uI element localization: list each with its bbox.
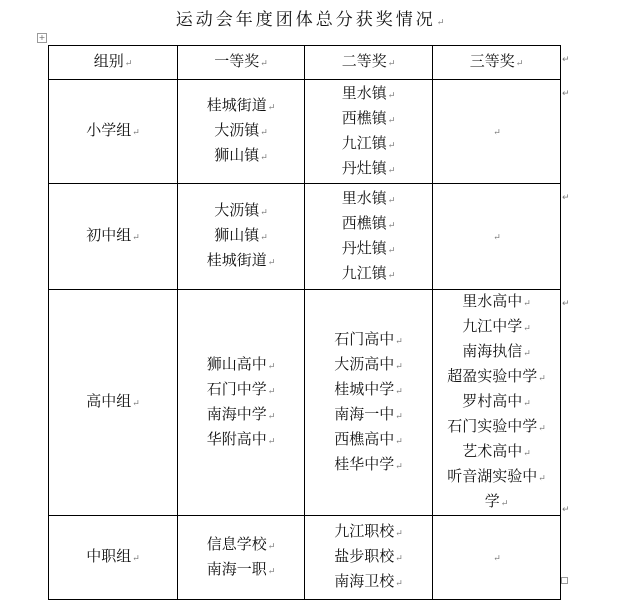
winner-name: 大沥高中↵ — [334, 354, 403, 373]
paragraph-mark: ↵ — [267, 258, 276, 268]
column-header: 一等奖↵ — [214, 52, 268, 70]
paragraph-mark: ↵ — [395, 579, 403, 589]
paragraph-mark: ↵ — [395, 411, 403, 422]
paragraph-mark: ↵ — [387, 165, 396, 176]
award-table — [48, 45, 561, 600]
group-cell[interactable] — [49, 80, 178, 184]
winner-name: 信息学校↵ — [206, 534, 276, 553]
winner-name: 南海一职↵ — [206, 559, 276, 578]
paragraph-mark: ↵ — [395, 436, 403, 447]
paragraph-mark: ↵ — [523, 299, 531, 309]
winner-name: 西樵镇↵ — [341, 213, 396, 232]
paragraph-mark: ↵ — [493, 554, 501, 564]
winner-name: 里水镇↵ — [341, 83, 396, 102]
header-row — [49, 46, 561, 80]
paragraph-mark: ↵ — [132, 399, 140, 409]
empty-cell-mark — [433, 545, 560, 570]
paragraph-mark: ↵ — [523, 449, 531, 459]
column-header: 组别↵ — [93, 52, 133, 70]
paragraph-mark: ↵ — [132, 554, 140, 564]
header-second-prize-cell[interactable] — [305, 46, 433, 80]
winner-name: 超盈实验中学↵ — [447, 367, 546, 385]
row-end-mark: ↵ — [562, 299, 570, 309]
paragraph-mark: ↵ — [500, 499, 509, 509]
winner-name: 听音湖实验中↵ — [447, 467, 546, 485]
table-row — [49, 80, 561, 184]
table-resize-handle[interactable] — [561, 577, 568, 584]
first-prize-cell[interactable] — [178, 290, 305, 516]
document-title — [0, 9, 620, 34]
second-prize-cell[interactable] — [305, 80, 433, 184]
group-cell[interactable] — [49, 516, 178, 600]
winner-name: 狮山高中↵ — [206, 354, 276, 373]
row-end-mark: ↵ — [562, 193, 570, 203]
row-end-mark: ↵ — [562, 505, 570, 515]
paragraph-mark: ↵ — [387, 140, 396, 151]
column-header: 三等奖↵ — [469, 52, 524, 70]
third-prize-cell[interactable] — [433, 80, 561, 184]
paragraph-mark: ↵ — [538, 474, 546, 484]
group-name: 初中组↵ — [86, 226, 140, 244]
paragraph-mark: ↵ — [260, 153, 268, 163]
winner-name: 南海卫校↵ — [334, 572, 403, 590]
second-prize-cell[interactable] — [305, 516, 433, 600]
table-row — [49, 290, 561, 516]
paragraph-mark: ↵ — [387, 245, 396, 256]
paragraph-mark: ↵ — [395, 361, 403, 372]
winner-name: 九江职校↵ — [334, 522, 403, 540]
third-prize-cell[interactable] — [433, 516, 561, 600]
header-group-cell[interactable] — [49, 46, 178, 80]
empty-cell-mark — [433, 119, 560, 144]
paragraph-mark: ↵ — [523, 349, 531, 359]
header-first-prize-cell[interactable] — [178, 46, 305, 80]
second-prize-cell[interactable] — [305, 184, 433, 290]
winner-name: 石门高中↵ — [334, 329, 403, 348]
winner-name: 罗村高中↵ — [462, 392, 531, 410]
winner-name: 学↵ — [484, 492, 509, 510]
winner-name: 九江镇↵ — [341, 133, 396, 152]
winner-name: 桂城街道↵ — [206, 251, 276, 269]
winner-name: 桂华中学↵ — [334, 454, 403, 473]
paragraph-mark: ↵ — [395, 336, 403, 347]
paragraph-mark: ↵ — [538, 374, 546, 384]
winner-name: 西樵高中↵ — [334, 429, 403, 448]
winner-name: 南海一中↵ — [334, 404, 403, 423]
paragraph-mark: ↵ — [395, 529, 403, 539]
winner-name: 石门中学↵ — [206, 379, 276, 398]
group-cell[interactable] — [49, 290, 178, 516]
winner-name: 九江中学↵ — [462, 317, 531, 335]
paragraph-mark: ↵ — [515, 59, 524, 69]
winner-name: 狮山镇↵ — [214, 146, 268, 164]
empty-cell-mark — [433, 224, 560, 249]
paragraph-mark: ↵ — [260, 233, 268, 243]
paragraph-mark: ↵ — [267, 541, 276, 552]
title-text: 运动会年度团体总分获奖情况 — [175, 10, 436, 30]
paragraph-mark: ↵ — [267, 411, 276, 422]
paragraph-mark: ↵ — [523, 324, 531, 334]
first-prize-cell[interactable] — [178, 184, 305, 290]
winner-name: 丹灶镇↵ — [341, 158, 396, 177]
winner-name: 狮山镇↵ — [214, 226, 268, 244]
winner-name: 九江镇↵ — [341, 263, 396, 282]
winner-name: 南海执信↵ — [462, 342, 531, 360]
paragraph-mark: ↵ — [387, 115, 396, 126]
paragraph-mark: ↵ — [260, 59, 268, 69]
winner-name: 大沥镇↵ — [214, 121, 268, 139]
table-row — [49, 184, 561, 290]
paragraph-mark: ↵ — [395, 386, 403, 397]
winner-name: 华附高中↵ — [206, 429, 276, 448]
third-prize-cell[interactable] — [433, 184, 561, 290]
paragraph-mark: ↵ — [267, 436, 276, 447]
first-prize-cell[interactable] — [178, 80, 305, 184]
paragraph-mark: ↵ — [267, 103, 276, 113]
paragraph-mark: ↵ — [395, 461, 403, 472]
winner-name: 艺术高中↵ — [462, 442, 531, 460]
winner-name: 石门实验中学↵ — [447, 417, 546, 435]
table-move-handle-icon[interactable]: + — [38, 33, 46, 42]
winner-name: 里水镇↵ — [341, 188, 396, 207]
winner-name: 西樵镇↵ — [341, 108, 396, 127]
group-name: 高中组↵ — [86, 392, 140, 410]
paragraph-mark: ↵ — [493, 233, 501, 243]
column-header: 二等奖↵ — [341, 52, 396, 70]
group-name: 中职组↵ — [86, 547, 140, 565]
paragraph-mark: ↵ — [538, 424, 546, 434]
paragraph-mark: ↵ — [387, 90, 396, 101]
paragraph-mark: ↵ — [267, 361, 276, 372]
winner-name: 盐步职校↵ — [334, 547, 403, 565]
paragraph-mark: ↵ — [387, 270, 396, 281]
winner-name: 桂城街道↵ — [206, 96, 276, 114]
header-third-prize-cell[interactable] — [433, 46, 561, 80]
winner-name: 桂城中学↵ — [334, 379, 403, 398]
paragraph-mark: ↵ — [395, 554, 403, 564]
paragraph-mark: ↵ — [387, 59, 396, 69]
paragraph-mark: ↵ — [124, 59, 133, 69]
paragraph-mark: ↵ — [260, 208, 268, 218]
table-row — [49, 516, 561, 600]
winner-name: 丹灶镇↵ — [341, 238, 396, 257]
paragraph-mark: ↵ — [132, 233, 140, 243]
paragraph-mark: ↵ — [523, 399, 531, 409]
group-cell[interactable] — [49, 184, 178, 290]
first-prize-cell[interactable] — [178, 516, 305, 600]
paragraph-mark: ↵ — [387, 195, 396, 206]
paragraph-mark: ↵ — [267, 566, 276, 577]
winner-name: 大沥镇↵ — [214, 201, 268, 219]
winner-name: 南海中学↵ — [206, 404, 276, 423]
paragraph-mark: ↵ — [493, 128, 501, 138]
second-prize-cell[interactable] — [305, 290, 433, 516]
third-prize-cell[interactable] — [433, 290, 561, 516]
paragraph-mark: ↵ — [436, 18, 445, 28]
paragraph-mark: ↵ — [132, 128, 140, 138]
group-name: 小学组↵ — [86, 121, 140, 139]
paragraph-mark: ↵ — [267, 386, 276, 397]
row-end-mark: ↵ — [562, 89, 570, 99]
row-end-mark: ↵ — [562, 55, 570, 65]
paragraph-mark: ↵ — [387, 220, 396, 231]
winner-name: 里水高中↵ — [462, 292, 531, 310]
paragraph-mark: ↵ — [260, 128, 268, 138]
